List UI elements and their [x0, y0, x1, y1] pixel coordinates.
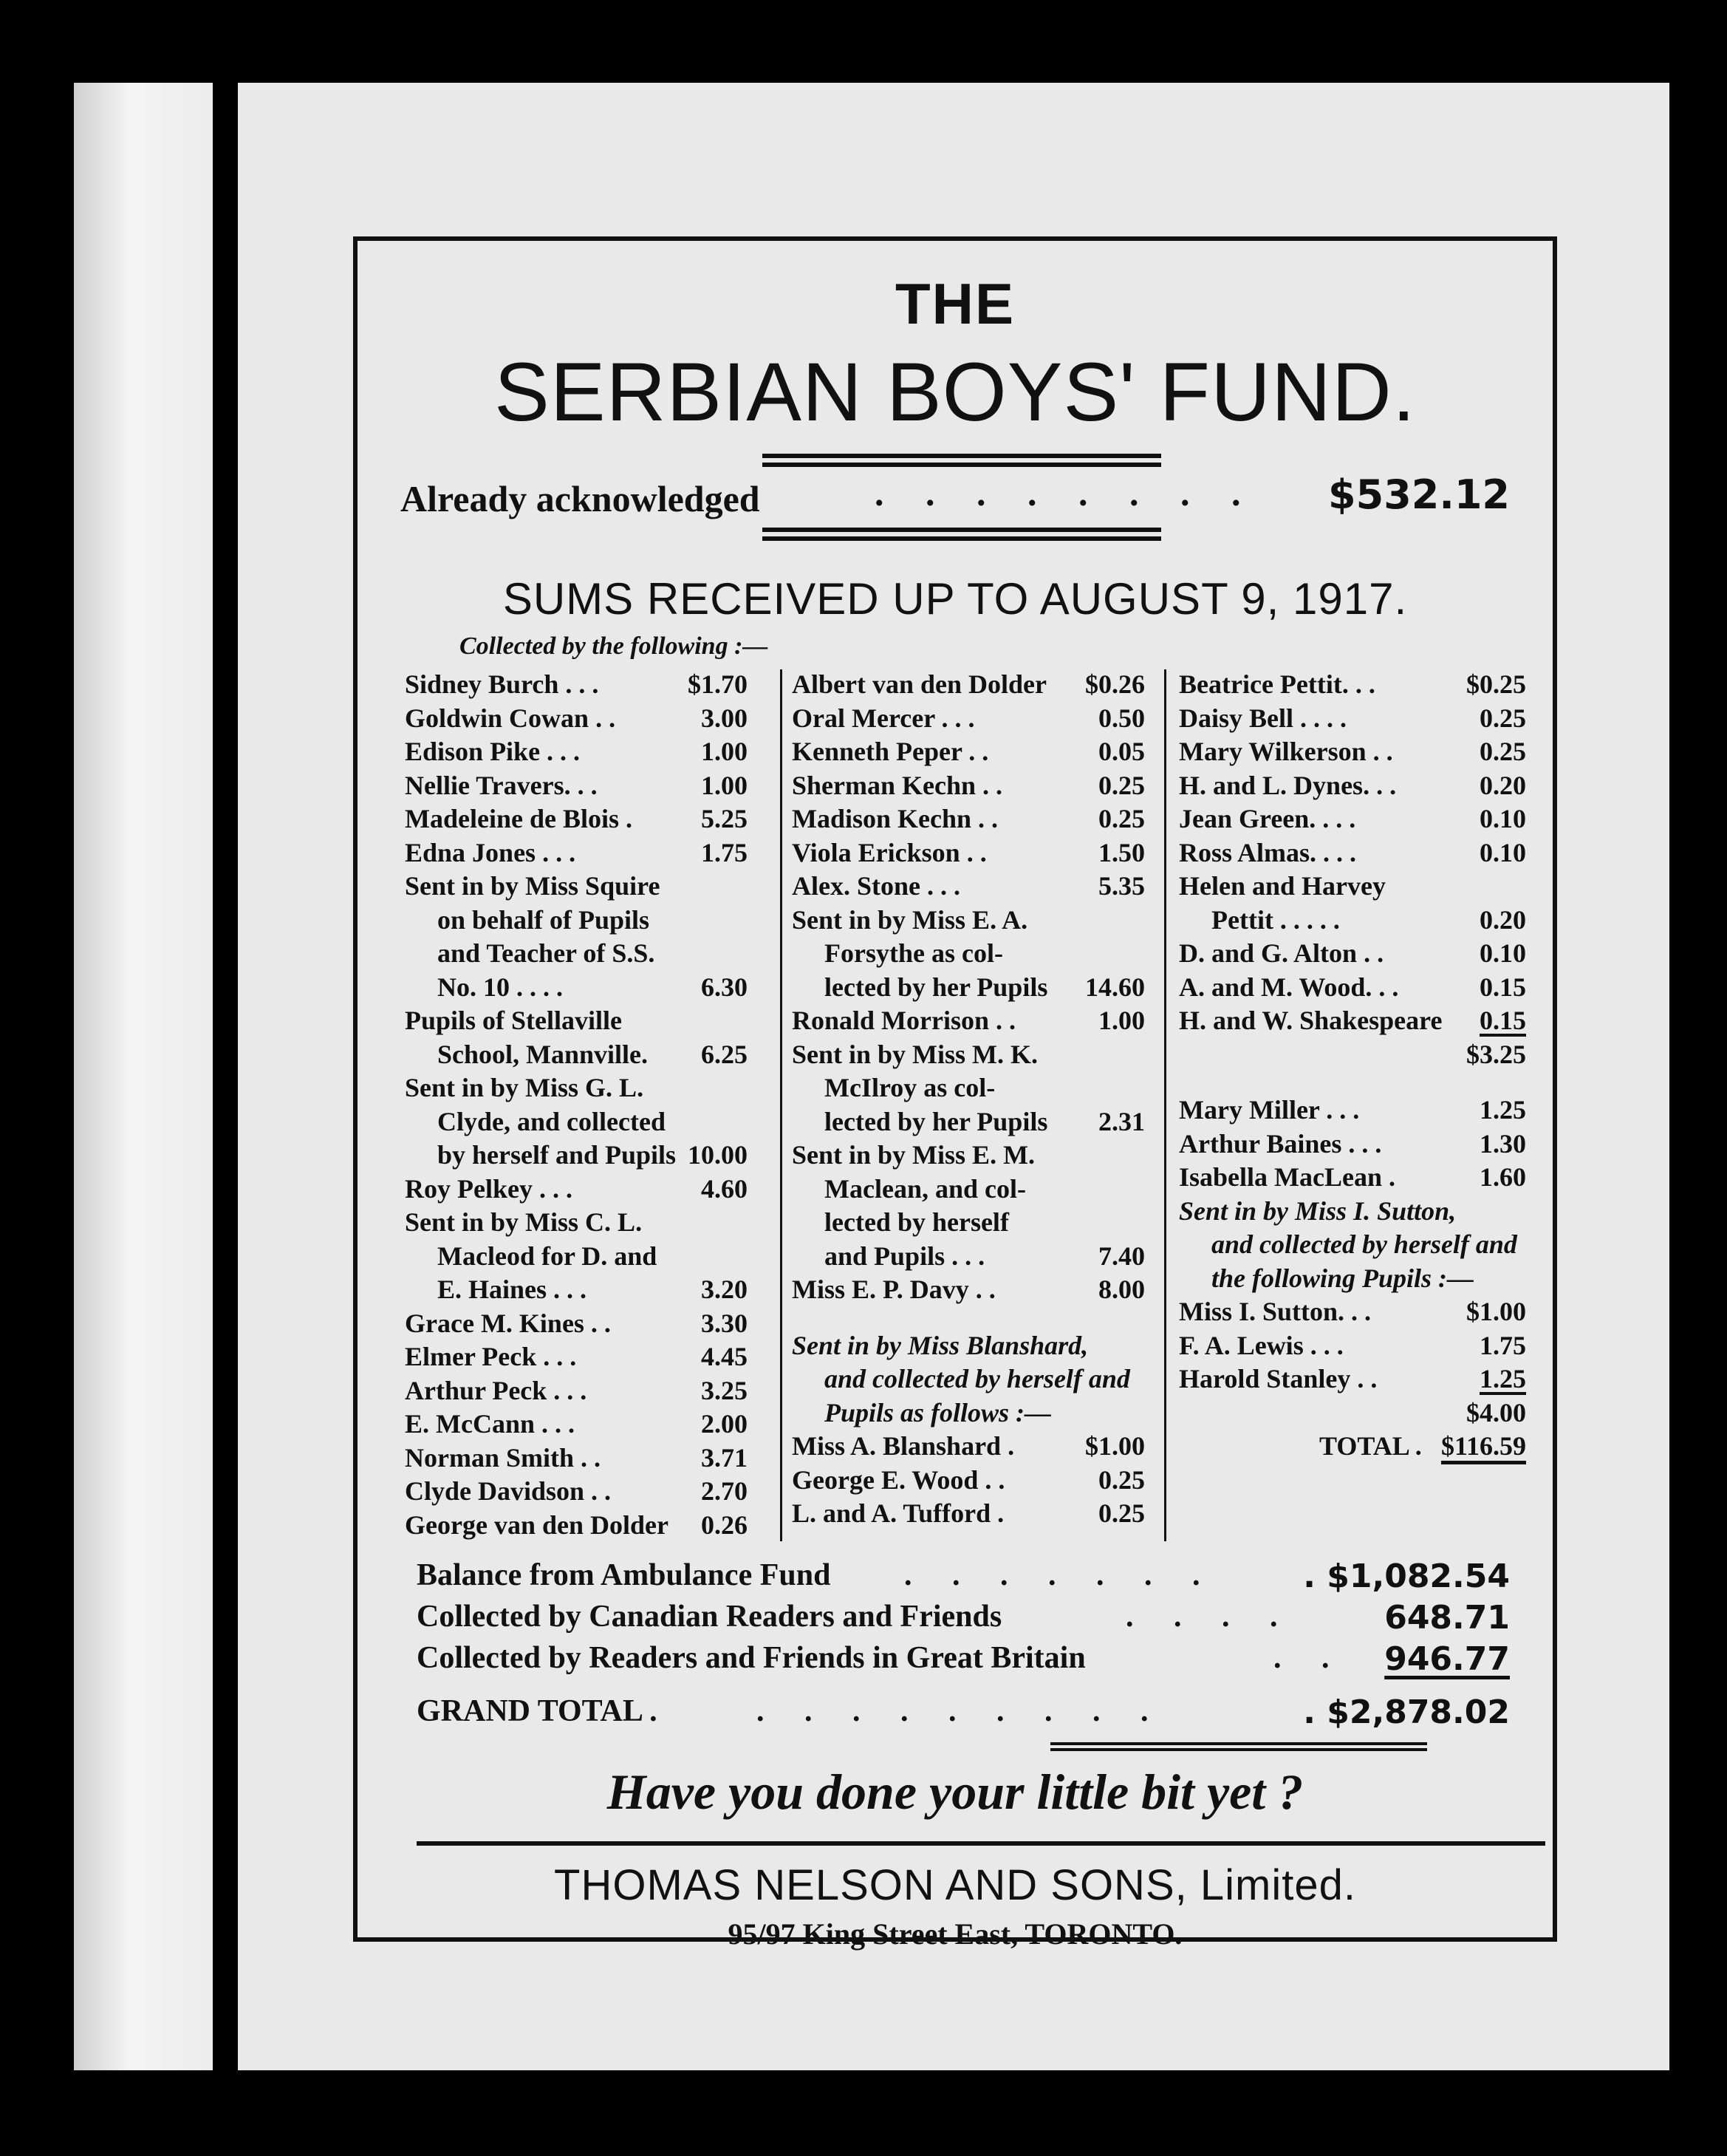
balance-row [417, 1599, 1510, 1640]
entry-name: and Pupils . . . [824, 1241, 985, 1271]
entry-name: Grace M. Kines . . [405, 1308, 611, 1338]
entry-amount: 1.75 [701, 837, 748, 867]
list-item [405, 971, 748, 1005]
entry-name: lected by her Pupils [824, 1106, 1048, 1136]
balance-label: Balance from Ambulance Fund [417, 1558, 831, 1592]
entry-amount: $116.59 [1440, 1431, 1526, 1461]
column-1 [405, 668, 748, 1542]
list-item [792, 1273, 1145, 1307]
list-item [405, 1105, 748, 1139]
entry-amount: 1.60 [1480, 1162, 1526, 1192]
list-item [405, 1240, 748, 1274]
entry-amount: 1.50 [1098, 837, 1145, 867]
list-item [792, 769, 1145, 803]
list-item [405, 1374, 748, 1408]
entry-name: Macleod for D. and [437, 1241, 657, 1271]
entry-name: Sent in by Miss E. A. [792, 904, 1028, 935]
list-item [1179, 1295, 1526, 1329]
list-item [1179, 870, 1526, 904]
list-item [792, 971, 1145, 1005]
list-item [1179, 802, 1526, 836]
list-item [405, 1475, 748, 1509]
entry-amount: 0.10 [1480, 837, 1526, 867]
collected-note: Collected by the following :— [459, 632, 768, 660]
entry-amount: $4.00 [1466, 1397, 1526, 1427]
list-item [792, 1430, 1145, 1464]
entry-name: Alex. Stone . . . [792, 871, 960, 901]
rule-slogan [1050, 1742, 1427, 1751]
list-item [1179, 836, 1526, 870]
publisher-address: 95/97 King Street East, TORONTO. [728, 1917, 1183, 1951]
list-item [1179, 1004, 1526, 1038]
entry-amount: 3.00 [701, 703, 748, 733]
list-item [792, 1240, 1145, 1274]
entry-name: E. McCann . . . [405, 1409, 575, 1439]
entry-amount: 4.60 [701, 1173, 748, 1204]
entry-amount: $1.00 [1466, 1297, 1526, 1326]
entry-name: Harold Stanley . . [1179, 1364, 1378, 1393]
entry-name: McIlroy as col- [824, 1073, 996, 1102]
entry-name: D. and G. Alton . . [1179, 938, 1384, 968]
list-item [1179, 971, 1526, 1005]
rule-publisher [417, 1841, 1545, 1846]
balance-value: . $1,082.54 [1303, 1558, 1510, 1595]
entry-amount: 14.60 [1085, 972, 1145, 1002]
column-divider-1 [780, 669, 782, 1541]
entry-amount: 10.00 [688, 1140, 748, 1170]
list-item [405, 904, 748, 938]
list-item [792, 668, 1145, 702]
list-item [405, 1273, 748, 1307]
entry-amount: 8.00 [1098, 1275, 1145, 1304]
grand-total-value: . $2,878.02 [1303, 1693, 1510, 1731]
column-divider-2 [1164, 669, 1166, 1541]
list-item [405, 1071, 748, 1105]
entry-amount: 0.05 [1098, 737, 1145, 766]
entry-name: Clyde Davidson . . [405, 1476, 612, 1506]
entry-amount: 3.20 [701, 1275, 748, 1304]
list-item [792, 1464, 1145, 1498]
entry-amount: $0.26 [1085, 669, 1145, 699]
entry-name: Arthur Peck . . . [405, 1375, 587, 1405]
list-item [792, 735, 1145, 769]
entry-name: Sent in by Miss G. L. [405, 1073, 644, 1102]
list-item [405, 735, 748, 769]
entry-name: Ronald Morrison . . [792, 1006, 1016, 1035]
entry-name: Beatrice Pettit. . . [1179, 669, 1375, 699]
entry-amount: 1.00 [701, 737, 748, 766]
entry-name: No. 10 . . . . [437, 972, 563, 1002]
list-item [792, 1307, 1145, 1329]
list-item [405, 1139, 748, 1173]
entry-amount: 0.25 [1480, 703, 1526, 733]
entry-name: lected by herself [824, 1207, 1009, 1237]
entry-amount: 3.30 [701, 1308, 748, 1338]
entry-name: F. A. Lewis . . . [1179, 1330, 1344, 1360]
entry-amount: 6.30 [701, 972, 748, 1002]
list-item [792, 937, 1145, 971]
list-item [1179, 668, 1526, 702]
entry-amount: 1.25 [1480, 1364, 1526, 1393]
entry-name: Mary Miller . . . [1179, 1095, 1360, 1125]
entry-name: Helen and Harvey [1179, 871, 1386, 901]
entry-amount: 0.25 [1098, 770, 1145, 800]
list-item [1179, 1262, 1526, 1296]
balance-row [417, 1558, 1510, 1599]
entry-amount: 1.30 [1480, 1128, 1526, 1159]
grand-total-row [417, 1693, 1510, 1735]
list-item [1179, 1329, 1526, 1363]
entry-name: and collected by herself and [824, 1364, 1130, 1393]
entry-name: A. and M. Wood. . . [1179, 972, 1399, 1002]
acknowledged-dots: . . . . . . . . [875, 472, 1257, 514]
list-item [792, 1071, 1145, 1105]
entry-name: Ross Almas. . . . [1179, 837, 1357, 867]
entry-name: Pupils as follows :— [824, 1397, 1052, 1427]
entry-name: lected by her Pupils [824, 972, 1048, 1002]
list-item [1179, 1228, 1526, 1262]
entry-name: Kenneth Peper . . [792, 737, 989, 766]
list-item [405, 870, 748, 904]
entry-name: Sent in by Miss Squire [405, 871, 660, 901]
entry-amount: 0.26 [701, 1509, 748, 1540]
entry-name: the following Pupils :— [1211, 1263, 1474, 1293]
list-item [405, 769, 748, 803]
list-item [1179, 1038, 1526, 1072]
entry-name: and collected by herself and [1211, 1229, 1517, 1259]
entry-name: School, Mannville. [437, 1039, 649, 1069]
entry-name: Daisy Bell . . . . [1179, 703, 1347, 733]
balance-value: 648.71 [1384, 1599, 1510, 1637]
entry-amount: 3.25 [701, 1375, 748, 1405]
list-item [792, 870, 1145, 904]
list-item [792, 1139, 1145, 1173]
entry-amount: 0.10 [1480, 804, 1526, 833]
entry-amount: 2.70 [701, 1476, 748, 1506]
entry-name: George van den Dolder [405, 1509, 668, 1540]
entry-amount: $1.00 [1085, 1431, 1145, 1461]
list-item [792, 702, 1145, 736]
entry-name: Sidney Burch . . . [405, 669, 599, 699]
entry-name: Maclean, and col- [824, 1173, 1026, 1204]
list-item [1179, 769, 1526, 803]
entry-amount: 0.25 [1098, 1464, 1145, 1495]
grand-total-dots: . . . . . . . . . [756, 1694, 1165, 1728]
slogan: Have you done your little bit yet ? [606, 1764, 1304, 1820]
list-item [1179, 1128, 1526, 1161]
entry-amount: 0.50 [1098, 703, 1145, 733]
page-title: SERBIAN BOYS' FUND. [494, 346, 1416, 438]
acknowledged-amount: $532.12 [1328, 471, 1510, 518]
entry-name: George E. Wood . . [792, 1464, 1005, 1495]
entry-name: Isabella MacLean . [1179, 1162, 1395, 1192]
entry-name: Oral Mercer . . . [792, 703, 975, 733]
entry-name: Forsythe as col- [824, 938, 1003, 968]
list-item [405, 1173, 748, 1207]
entry-name: Clyde, and collected [437, 1106, 666, 1136]
list-item [405, 668, 748, 702]
entry-amount: 3.71 [701, 1442, 748, 1473]
entry-name: and Teacher of S.S. [437, 938, 655, 968]
entry-amount: 0.20 [1480, 770, 1526, 800]
list-item [405, 702, 748, 736]
entry-amount: 0.25 [1098, 1498, 1145, 1528]
list-item [792, 1497, 1145, 1531]
grand-total-label: GRAND TOTAL . [417, 1694, 657, 1728]
column-2 [792, 668, 1145, 1531]
list-item [1179, 904, 1526, 938]
entry-amount: $0.25 [1466, 669, 1526, 699]
entry-name: E. Haines . . . [437, 1275, 587, 1304]
list-item [792, 1362, 1145, 1396]
entry-name: Pettit . . . . . [1211, 904, 1340, 935]
list-item [1179, 1071, 1526, 1094]
entry-amount: 1.75 [1480, 1330, 1526, 1360]
list-item [1179, 1094, 1526, 1128]
list-item [792, 904, 1145, 938]
entry-amount: 4.45 [701, 1342, 748, 1371]
entry-amount: 0.25 [1098, 804, 1145, 833]
list-item [405, 836, 748, 870]
entry-amount: $1.70 [688, 669, 748, 699]
list-item [1179, 1396, 1526, 1430]
title-the: THE [895, 271, 1015, 336]
total-row [1179, 1430, 1526, 1464]
entry-amount: 0.20 [1480, 904, 1526, 935]
entry-amount: 0.15 [1480, 1006, 1526, 1035]
list-item [792, 1004, 1145, 1038]
list-item [405, 1442, 748, 1476]
entry-name: TOTAL . [1319, 1431, 1422, 1461]
entry-amount: 5.35 [1098, 871, 1145, 901]
entry-name: Jean Green. . . . [1179, 804, 1356, 833]
column-3 [1179, 668, 1526, 1464]
list-item [792, 1038, 1145, 1072]
entry-name: Edna Jones . . . [405, 837, 576, 867]
publisher-name: THOMAS NELSON AND SONS, Limited. [554, 1861, 1356, 1909]
list-item [405, 1340, 748, 1374]
entry-name: Sent in by Miss Blanshard, [792, 1330, 1089, 1360]
entry-name: Sherman Kechn . . [792, 770, 1003, 800]
entry-amount: 5.25 [701, 804, 748, 833]
list-item [405, 1004, 748, 1038]
entry-name: Mary Wilkerson . . [1179, 737, 1393, 766]
entry-name: Arthur Baines . . . [1179, 1128, 1382, 1159]
balance-label: Collected by Canadian Readers and Friends [417, 1600, 1002, 1634]
balance-value: 946.77 [1384, 1640, 1510, 1678]
list-item [1179, 937, 1526, 971]
list-item [405, 1307, 748, 1341]
entry-amount: $3.25 [1466, 1039, 1526, 1069]
list-item [792, 1329, 1145, 1363]
balance-label: Collected by Readers and Friends in Great Britain [417, 1641, 1086, 1675]
entry-name: Sent in by Miss M. K. [792, 1039, 1039, 1069]
balance-row [417, 1640, 1510, 1682]
list-item [792, 836, 1145, 870]
entry-name: Madison Kechn . . [792, 804, 999, 833]
rule-top [762, 454, 1161, 467]
entry-name: Edison Pike . . . [405, 737, 581, 766]
list-item [792, 1105, 1145, 1139]
list-item [405, 1038, 748, 1072]
list-item [405, 937, 748, 971]
entry-amount: 7.40 [1098, 1241, 1145, 1271]
entry-name: L. and A. Tufford . [792, 1498, 1005, 1528]
list-item [792, 802, 1145, 836]
entry-name: Sent in by Miss E. M. [792, 1140, 1036, 1170]
entry-amount: 1.00 [1098, 1006, 1145, 1035]
entry-amount: 2.31 [1098, 1106, 1145, 1136]
entry-name: on behalf of Pupils [437, 904, 650, 935]
entry-name: Albert van den Dolder [792, 669, 1047, 699]
entry-name: Pupils of Stellaville [405, 1006, 623, 1035]
list-item [792, 1396, 1145, 1430]
list-item [1179, 702, 1526, 736]
entry-name: Nellie Travers. . . [405, 770, 598, 800]
entry-amount: 2.00 [701, 1409, 748, 1439]
entry-name: Miss A. Blanshard . [792, 1431, 1015, 1461]
balance-dots: . . . . . . . [904, 1558, 1217, 1592]
entry-name: Goldwin Cowan . . [405, 703, 616, 733]
entry-name: Viola Erickson . . [792, 837, 987, 867]
sums-heading: SUMS RECEIVED UP TO AUGUST 9, 1917. [502, 574, 1408, 624]
balance-dots: . . [1273, 1641, 1346, 1675]
entry-amount: 1.00 [701, 770, 748, 800]
rule-bottom [762, 528, 1161, 541]
entry-name: Miss I. Sutton. . . [1179, 1297, 1372, 1326]
list-item [405, 1408, 748, 1442]
entry-name: Miss E. P. Davy . . [792, 1275, 996, 1304]
entry-name: Roy Pelkey . . . [405, 1173, 572, 1204]
entry-amount: 0.10 [1480, 938, 1526, 968]
entry-amount: 1.25 [1480, 1095, 1526, 1125]
list-item [405, 802, 748, 836]
list-item [792, 1206, 1145, 1240]
entry-name: Norman Smith . . [405, 1442, 601, 1473]
list-item [1179, 1362, 1526, 1396]
entry-amount: 0.25 [1480, 737, 1526, 766]
balance-dots: . . . . [1126, 1600, 1294, 1634]
list-item [792, 1173, 1145, 1207]
list-item [1179, 1161, 1526, 1195]
list-item [405, 1206, 748, 1240]
list-item [405, 1509, 748, 1543]
entry-name: Sent in by Miss C. L. [405, 1207, 643, 1237]
list-item [1179, 735, 1526, 769]
entry-name: Sent in by Miss I. Sutton, [1179, 1195, 1457, 1226]
entry-amount: 6.25 [701, 1039, 748, 1069]
entry-amount: 0.15 [1480, 972, 1526, 1002]
entry-name: H. and W. Shakespeare [1179, 1006, 1443, 1035]
advertisement-frame [353, 236, 1557, 1951]
list-item [1179, 1195, 1526, 1229]
scan-edge-strip [74, 83, 213, 2070]
acknowledged-label: Already acknowledged [400, 478, 760, 519]
entry-name: Elmer Peck . . . [405, 1342, 577, 1371]
entry-name: Madeleine de Blois . [405, 804, 632, 833]
entry-name: by herself and Pupils [437, 1140, 677, 1170]
entry-name: H. and L. Dynes. . . [1179, 770, 1397, 800]
